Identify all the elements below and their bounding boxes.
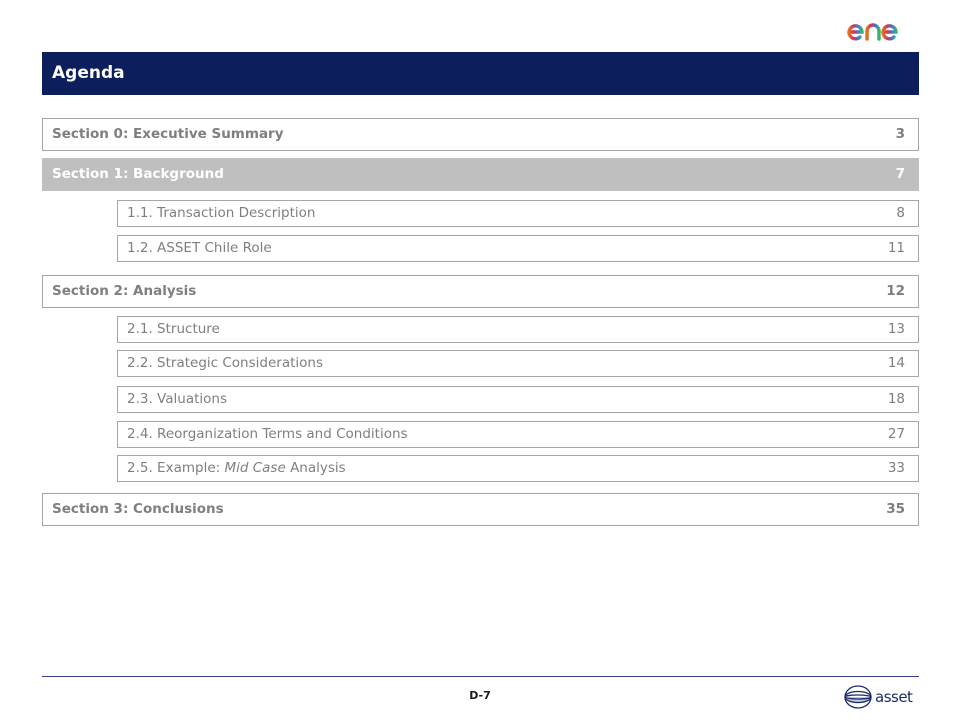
footer-divider <box>42 676 919 677</box>
agenda-section-2[interactable] <box>42 275 919 308</box>
section-label: Section 3: Conclusions <box>52 501 224 517</box>
subsection-label: 2.1. Structure <box>127 321 220 337</box>
section-label: Section 0: Executive Summary <box>52 126 284 142</box>
section-label: Section 2: Analysis <box>52 283 197 299</box>
svg-text:asset: asset <box>875 688 913 706</box>
section-page: 7 <box>895 166 905 182</box>
subsection-label: 2.3. Valuations <box>127 391 227 407</box>
subsection-page: 13 <box>887 321 905 337</box>
agenda-subsection-2-5[interactable] <box>117 455 919 482</box>
subsection-label: 1.2. ASSET Chile Role <box>127 240 272 256</box>
agenda-section-3[interactable] <box>42 493 919 526</box>
agenda-section-1[interactable] <box>42 158 919 191</box>
section-page: 12 <box>886 283 905 299</box>
page-title: Agenda <box>52 63 125 83</box>
subsection-label-prefix: 2.5. Example: <box>127 460 225 476</box>
subsection-label: 2.2. Strategic Considerations <box>127 355 323 371</box>
subsection-label: 1.1. Transaction Description <box>127 205 316 221</box>
section-page: 35 <box>886 501 905 517</box>
subsection-page: 27 <box>887 426 905 442</box>
subsection-page: 33 <box>887 460 905 476</box>
agenda-subsection-1-1[interactable] <box>117 200 919 227</box>
agenda-subsection-2-4[interactable] <box>117 421 919 448</box>
subsection-page: 14 <box>887 355 905 371</box>
enel-logo <box>845 12 920 44</box>
agenda-subsection-1-2[interactable] <box>117 235 919 262</box>
agenda-subsection-2-1[interactable] <box>117 316 919 343</box>
agenda-subsection-2-2[interactable] <box>117 350 919 377</box>
subsection-label <box>127 456 346 481</box>
subsection-label: 2.4. Reorganization Terms and Conditions <box>127 426 408 442</box>
page-number: D-7 <box>469 689 491 702</box>
subsection-label-suffix: Analysis <box>285 460 346 476</box>
section-page: 3 <box>895 126 905 142</box>
asset-logo <box>843 682 919 712</box>
subsection-page: 18 <box>887 391 905 407</box>
subsection-label-italic: Mid Case <box>224 460 286 476</box>
agenda-banner <box>42 52 919 95</box>
subsection-page: 8 <box>896 205 905 221</box>
agenda-subsection-2-3[interactable] <box>117 386 919 413</box>
section-label: Section 1: Background <box>52 166 224 182</box>
agenda-section-0[interactable] <box>42 118 919 151</box>
subsection-page: 11 <box>887 240 905 256</box>
